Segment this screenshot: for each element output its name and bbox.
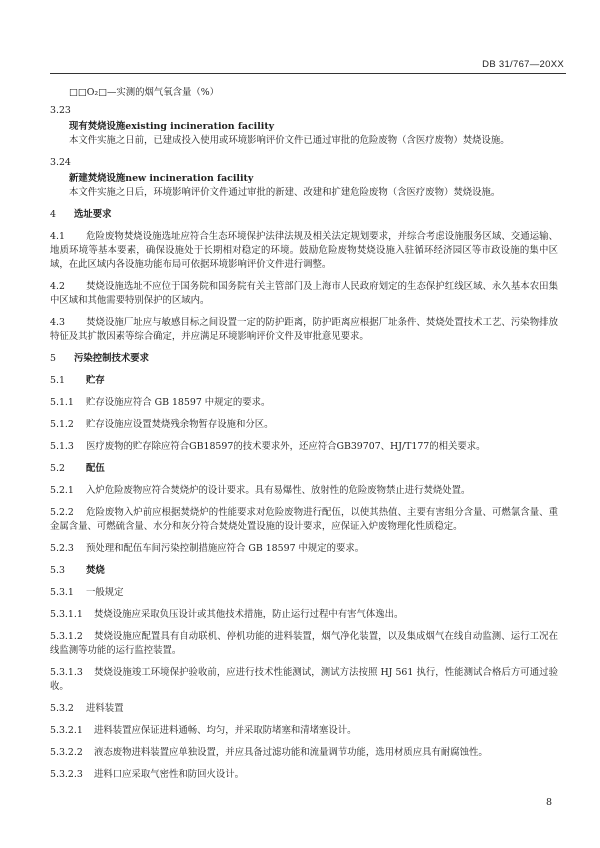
- clause-text: 焚烧设施选址不应位于国务院和国务院有关主管部门及上海市人民政府划定的生态保护红线区域、永久基本农田集中区域和其他需要特别保护的区域内。: [50, 281, 558, 306]
- clause-number: 4.3: [50, 317, 65, 328]
- clause-text: 贮存设施应设置焚烧残余物暂存设施和分区。: [86, 419, 274, 430]
- clause-number: 5.3.1.3: [50, 667, 83, 678]
- clause-text: 危险废物入炉前应根据焚烧炉的性能要求对危险废物进行配伍，以使其热值、主要有害组分含量、可燃氯含量、重金属含量、可燃硫含量、水分和灰分符合焚烧处置设施的设计要求，应保证入炉废物理化性质稳定。: [50, 507, 558, 532]
- term-definition: 本文件实施之日前，已建成投入使用或环境影响评价文件已通过审批的危险废物（含医疗废物）焚烧设施。: [69, 135, 510, 146]
- clause-5-3-1-3: [50, 666, 558, 694]
- section-title: 选址要求: [74, 209, 112, 220]
- clause-number: 5.1.1: [50, 397, 74, 408]
- document-code: DB 31/767—20XX: [482, 59, 564, 70]
- clause-5-2-3: [50, 542, 558, 556]
- section-title: 污染控制技术要求: [74, 353, 150, 364]
- clause-5-3-1-1: [50, 608, 558, 622]
- subsection-title: 焚烧: [86, 565, 105, 576]
- term-3-24: [50, 156, 558, 200]
- clause-text: 进料装置应保证进料通畅、均匀，并采取防堵塞和清堵塞设计。: [94, 725, 357, 736]
- clause-number: 5.2: [50, 463, 65, 474]
- term-title: 新建焚烧设施new incineration facility: [69, 173, 254, 184]
- term-3-23: [50, 104, 558, 148]
- clause-text: 焚烧设施竣工环境保护验收前，应进行技术性能测试，测试方法按照 HJ 561 执行，性能测试合格后方可通过验收。: [50, 667, 558, 692]
- clause-5-1-2: [50, 418, 558, 432]
- clause-number: 5.2.1: [50, 485, 74, 496]
- clause-number: 5.2.3: [50, 543, 74, 554]
- section-heading-4: [50, 208, 558, 222]
- clause-text: 入炉危险废物应符合焚烧炉的设计要求。具有易爆性、放射性的危险废物禁止进行焚烧处置。: [86, 485, 471, 496]
- clause-number: 5.3: [50, 565, 65, 576]
- clause-number: 5.1.2: [50, 419, 74, 430]
- clause-text: 进料口应采取气密性和防回火设计。: [94, 769, 245, 780]
- subsection-5-2: [50, 462, 558, 476]
- clause-number: 5.3.1: [50, 587, 74, 598]
- section-heading-5: [50, 352, 558, 366]
- clause-5-2-2: [50, 506, 558, 534]
- clause-number: 5.1: [50, 375, 65, 386]
- term-definition: 本文件实施之日后，环境影响评价文件通过审批的新建、改建和扩建危险废物（含医疗废物）焚烧设施。: [69, 187, 501, 198]
- section-number: 4: [50, 209, 56, 220]
- clause-number: 5.3.1.1: [50, 609, 83, 620]
- clause-text: 一般规定: [86, 587, 124, 598]
- clause-5-1-1: [50, 396, 558, 410]
- section-number: 5: [50, 353, 56, 364]
- clause-text: 焚烧设施应采取负压设计或其他技术措施，防止运行过程中有害气体逸出。: [94, 609, 404, 620]
- subsection-title: 贮存: [86, 375, 105, 386]
- clause-number: 5.3.2.2: [50, 747, 83, 758]
- term-title: 现有焚烧设施existing incineration facility: [69, 121, 275, 132]
- formula-note: □□O₂□—实测的烟气氧含量（%）: [69, 87, 220, 98]
- clause-5-2-1: [50, 484, 558, 498]
- clause-text: 液态废物进料装置应单独设置，并应具备过滤功能和流量调节功能，选用材质应具有耐腐蚀性。: [94, 747, 488, 758]
- clause-5-3-2-1: [50, 724, 558, 738]
- clause-4-1: [50, 230, 558, 272]
- clause-5-3-1-2: [50, 630, 558, 658]
- page-content: [50, 86, 558, 790]
- subsection-title: 配伍: [86, 463, 105, 474]
- clause-text: 焚烧设施应配置具有自动联机、停机功能的进料装置，烟气净化装置，以及集成烟气在线自动监测、运行工况在线监测等功能的运行监控装置。: [50, 631, 558, 656]
- clause-5-3-2: [50, 702, 558, 716]
- clause-number: 5.3.2: [50, 703, 74, 714]
- clause-number: 5.3.2.3: [50, 769, 83, 780]
- clause-5-1-3: [50, 440, 558, 454]
- term-number: 3.23: [50, 105, 71, 116]
- clause-text: 危险废物焚烧设施选址应符合生态环境保护法律法规及相关法定规划要求，并综合考虑设施服务区域、交通运输、地质环境等基本要素，确保设施处于长期相对稳定的环境。鼓励危险废物焚烧设施入驻循环经济园区等市政设施的集中区域，在此区域内各设施功能布局可依据环境影响评价文件进行调整。: [50, 231, 558, 270]
- subsection-5-3: [50, 564, 558, 578]
- clause-5-3-1: [50, 586, 558, 600]
- clause-text: 焚烧设施厂址应与敏感目标之间设置一定的防护距离，防护距离应根据厂址条件、焚烧处置技术工艺、污染物排放特征及其扩散因素等综合确定，并应满足环境影响评价文件及审批意见要求。: [50, 317, 558, 342]
- header-rule: [50, 73, 566, 74]
- clause-number: 5.3.2.1: [50, 725, 83, 736]
- clause-5-3-2-3: [50, 768, 558, 782]
- page-number: 8: [545, 797, 552, 808]
- clause-text: 预处理和配伍车间污染控制措施应符合 GB 18597 中规定的要求。: [86, 543, 365, 554]
- clause-text: 医疗废物的贮存除应符合GB18597的技术要求外，还应符合GB39707、HJ/T177的相关要求。: [86, 441, 486, 452]
- clause-number: 4.1: [50, 231, 65, 242]
- subsection-5-1: [50, 374, 558, 388]
- clause-number: 5.2.2: [50, 507, 74, 518]
- clause-5-3-2-2: [50, 746, 558, 760]
- clause-text: 贮存设施应符合 GB 18597 中规定的要求。: [86, 397, 271, 408]
- term-number: 3.24: [50, 157, 71, 168]
- clause-number: 5.3.1.2: [50, 631, 83, 642]
- clause-number: 5.1.3: [50, 441, 74, 452]
- clause-4-2: [50, 280, 558, 308]
- clause-number: 4.2: [50, 281, 65, 292]
- clause-text: 进料装置: [86, 703, 124, 714]
- clause-4-3: [50, 316, 558, 344]
